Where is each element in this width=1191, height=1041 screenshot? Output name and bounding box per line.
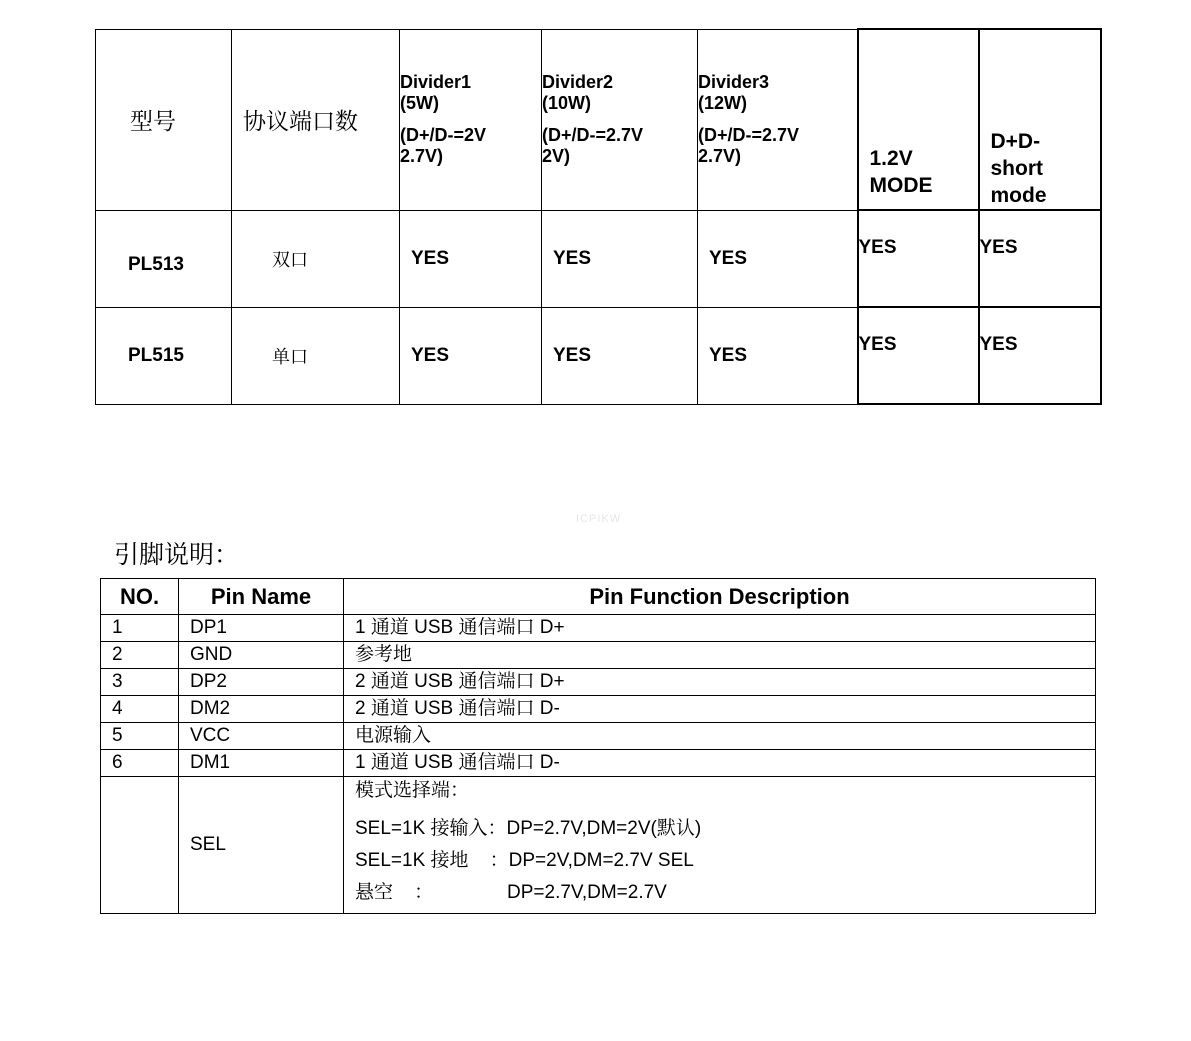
divider3-support: YES <box>698 307 858 404</box>
header-divider2 <box>542 29 698 210</box>
divider2-title: Divider2 <box>542 72 614 92</box>
divider2-line1: (D+/D-=2.7V <box>542 125 644 145</box>
mode12-line2: MODE <box>869 174 933 197</box>
pin-number: 3 <box>101 669 179 696</box>
divider1-line1: (D+/D-=2V <box>400 125 487 145</box>
sel-line: 模式选择端： <box>355 780 470 801</box>
short-line3: mode <box>990 184 1047 207</box>
sel-row <box>101 777 1096 914</box>
divider3-line1: (D+/D-=2.7V <box>698 125 800 145</box>
divider1-support: YES <box>400 307 542 404</box>
pin-number: 6 <box>101 750 179 777</box>
model-cell: PL515 <box>96 307 232 404</box>
ports-cell: 单口 <box>232 307 400 404</box>
pin-number <box>101 777 179 914</box>
header-divider3 <box>698 29 858 210</box>
pin-header-row <box>101 579 1096 615</box>
pin-name: GND <box>179 642 344 669</box>
pin-name: VCC <box>179 723 344 750</box>
divider2-line2: 2V) <box>542 146 571 166</box>
divider2-power: (10W) <box>542 93 591 113</box>
pin-description: 2 通道 USB 通信端口 D- <box>344 696 1096 723</box>
divider3-gap <box>698 114 857 125</box>
mode12-support: YES <box>858 307 979 404</box>
column-header-no: NO. <box>101 579 179 615</box>
pin-number: 1 <box>101 615 179 642</box>
pin-description: 电源输入 <box>344 723 1096 750</box>
pin-number: 4 <box>101 696 179 723</box>
header-ports-text: 协议端口数 <box>243 109 358 135</box>
pin-section-title: 引脚说明： <box>114 540 240 569</box>
short-line2: short <box>990 157 1043 180</box>
pin-name: DP1 <box>179 615 344 642</box>
pin-name: DM1 <box>179 750 344 777</box>
sel-line: SEL=1K 接地 ：DP=2V,DM=2.7V SEL <box>355 850 694 871</box>
divider1-line2: 2.7V) <box>400 146 444 166</box>
table-row <box>96 307 1101 404</box>
header-model-text: 型号 <box>130 109 176 135</box>
mode12-support: YES <box>858 210 979 307</box>
divider1-support: YES <box>400 210 542 307</box>
divider2-support: YES <box>542 307 698 404</box>
divider3-support: YES <box>698 210 858 307</box>
sel-description <box>344 777 1096 914</box>
sel-line: 悬空 ： DP=2.7V,DM=2.7V <box>355 882 667 903</box>
table-row <box>101 750 1096 777</box>
sel-line: SEL=1K 接输入：DP=2.7V,DM=2V(默认) <box>355 818 702 839</box>
short-mode-support: YES <box>979 210 1101 307</box>
pin-table <box>100 578 1096 914</box>
divider3-line2: 2.7V) <box>698 146 742 166</box>
pin-description: 1 通道 USB 通信端口 D- <box>344 750 1096 777</box>
divider2-support: YES <box>542 210 698 307</box>
table-row <box>101 723 1096 750</box>
pin-description: 2 通道 USB 通信端口 D+ <box>344 669 1096 696</box>
divider1-gap <box>400 114 541 125</box>
divider3-title: Divider3 <box>698 72 770 92</box>
column-header-name: Pin Name <box>179 579 344 615</box>
divider1-title: Divider1 <box>400 72 472 92</box>
divider3-power: (12W) <box>698 93 747 113</box>
pin-description: 1 通道 USB 通信端口 D+ <box>344 615 1096 642</box>
pin-name: DP2 <box>179 669 344 696</box>
mode12-line1: 1.2V <box>869 147 913 170</box>
header-ports <box>232 29 400 210</box>
table-row <box>101 669 1096 696</box>
table-row <box>96 210 1101 307</box>
header-12v-mode <box>858 29 979 210</box>
pin-description: 参考地 <box>344 642 1096 669</box>
pin-name: SEL <box>179 777 344 914</box>
ports-cell: 双口 <box>232 210 400 307</box>
feature-header-row <box>96 29 1101 210</box>
pin-name: DM2 <box>179 696 344 723</box>
table-row <box>101 696 1096 723</box>
feature-table <box>95 28 1102 405</box>
header-short-mode <box>979 29 1101 210</box>
short-mode-support: YES <box>979 307 1101 404</box>
watermark: ICPIKW <box>576 513 622 525</box>
header-model <box>96 29 232 210</box>
pin-number: 2 <box>101 642 179 669</box>
short-line1: D+D- <box>990 130 1041 153</box>
table-row <box>101 615 1096 642</box>
divider2-gap <box>542 114 697 125</box>
column-header-description: Pin Function Description <box>344 579 1096 615</box>
pin-number: 5 <box>101 723 179 750</box>
header-divider1 <box>400 29 542 210</box>
divider1-power: (5W) <box>400 93 439 113</box>
table-row <box>101 642 1096 669</box>
model-cell: PL513 <box>96 210 232 307</box>
